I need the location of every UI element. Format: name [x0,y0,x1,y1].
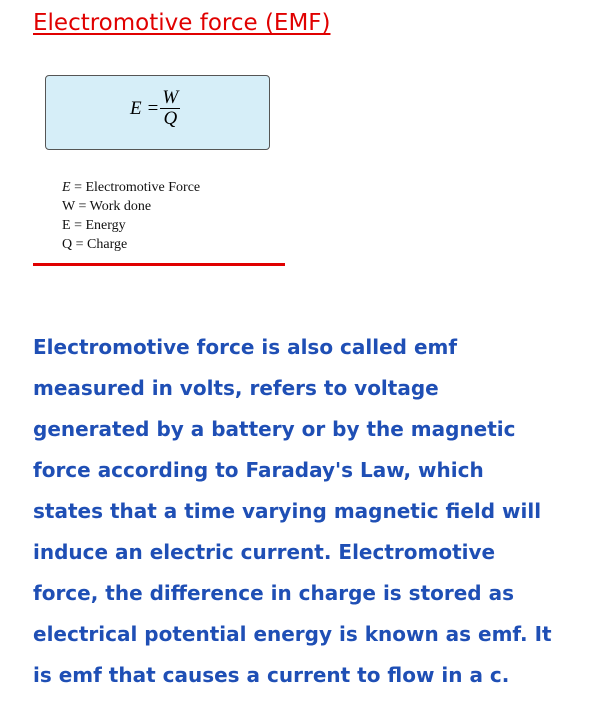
definition-item [62,197,200,216]
paragraph-line: induce an electric current. Electromotive [33,540,496,564]
definition-symbol: E [62,218,71,233]
paragraph-line: Electromotive force is also called emf [33,335,458,359]
definition-meaning: Electromotive Force [85,180,201,195]
definition-separator: = [72,237,88,252]
definition-symbol: W [62,199,75,214]
body-paragraph [33,327,598,696]
definition-item [62,235,200,254]
paragraph-line: force according to Faraday's Law, which [33,458,484,482]
definition-item [62,216,200,235]
paragraph-line: is emf that causes a current to flow in a c. [33,663,510,687]
formula-fraction [160,88,180,129]
formula-equals: = [147,97,159,119]
emf-formula [130,88,180,129]
definition-separator: = [70,180,86,195]
formula-denominator: Q [163,108,178,129]
definition-separator: = [74,199,90,214]
definitions-list [62,178,200,254]
definition-item [62,178,200,197]
formula-numerator: W [162,87,179,108]
paragraph-line: measured in volts, refers to voltage [33,376,439,400]
paragraph-line: generated by a battery or by the magnetic [33,417,516,441]
definition-meaning: Work done [89,199,152,214]
definition-separator: = [70,218,86,233]
formula-box [45,75,270,150]
paragraph-line: electrical potential energy is known as emf. It [33,622,552,646]
paragraph-line: states that a time varying magnetic field will [33,499,542,523]
paragraph-line: force, the difference in charge is stored as [33,581,514,605]
formula-lhs: E [130,97,142,119]
definition-meaning: Charge [87,237,128,252]
definition-meaning: Energy [85,218,126,233]
page-title: Electromotive force (EMF) [33,10,331,36]
definition-symbol: Q [62,237,73,252]
definition-symbol: E [62,180,71,195]
section-divider [33,263,285,266]
